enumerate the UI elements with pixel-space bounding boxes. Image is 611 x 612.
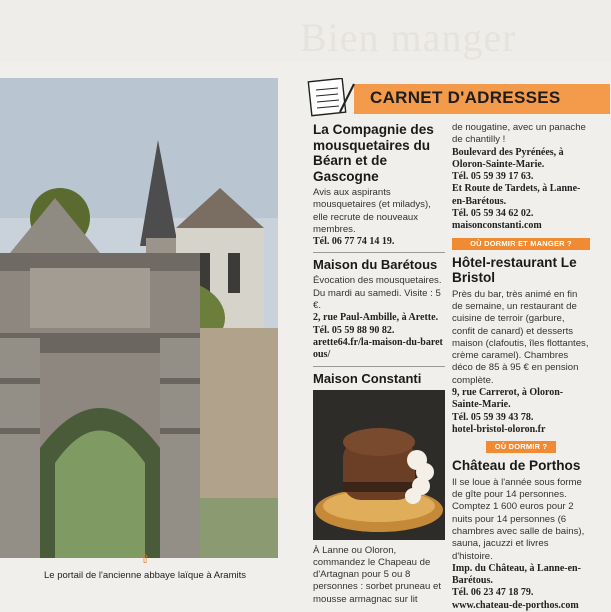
entry-address-chateau-porthos: Imp. du Château, à Lanne-en-Barétous.	[452, 562, 581, 587]
entry-tel-maison-baretous: Tél. 05 59 88 90 82.	[313, 324, 395, 336]
entry-web-maison-baretous[interactable]: arette64.fr/la-maison-du-baretous/	[313, 336, 443, 361]
photo-caption: Le portail de l'ancienne abbaye laïque à Aramits	[44, 570, 246, 581]
column-left	[313, 122, 445, 606]
section-header	[300, 78, 610, 118]
notepad-icon	[300, 78, 356, 118]
entry-title-maison-constanti: Maison Constanti	[313, 370, 422, 386]
constanti-address-1: Boulevard des Pyrénées, à Oloron-Sainte-Marie.	[452, 146, 564, 170]
constanti-tel-2: Tél. 05 59 34 62 02.	[452, 208, 534, 220]
entry-address-hotel-bristol: 9, rue Carrerot, à Oloron-Sainte-Marie.	[452, 387, 564, 411]
entry-title-chateau-porthos: Château de Porthos	[452, 458, 581, 474]
entry-body-chateau-porthos: Il se loue à l'année sous forme de gîte pour 14 personnes. Comptez 1 600 euros pour 2 nuits pour 14 personnes (6 chambres avec salle de bains), sauna, jacuzzi et livres d'histoire.	[452, 476, 585, 562]
header-title: CARNET D'ADRESSES	[370, 88, 561, 107]
entry-body-maison-baretous: Évocation des mousquetaires. Du mardi au samedi. Visite : 5 €.	[313, 275, 442, 312]
entry-body-compagnie: Avis aux aspirants mousquetaires (et miladys), elle recrute de nouveaux membres.	[313, 187, 431, 235]
category-tag-dormir: OÙ DORMIR ?	[486, 441, 556, 453]
chapeau-dartagnan-illustration	[313, 390, 445, 540]
entry-body-maison-constanti: À Lanne ou Oloron, commandez le Chapeau de d'Artagnan pour 5 ou 8 personnes : sorbet pruneau et mousse armagnac sur lit	[313, 544, 442, 605]
entry-title-maison-baretous: Maison du Barétous	[313, 257, 438, 273]
entry-body-constanti-continued: de nougatine, avec un panache de chantilly !	[452, 122, 586, 146]
entry-title-hotel-bristol: Hôtel-restaurant Le Bristol	[452, 254, 577, 286]
entry-tel-chateau-porthos: Tél. 06 23 47 18 79.	[452, 587, 534, 599]
entry-title-compagnie: La Compagnie des mousquetaires du Béarn et de Gascogne	[313, 122, 434, 184]
entry-body-hotel-bristol: Près du bar, très animé en fin de semaine, un restaurant de cuisine de terroir (garbure, confit de canard) et desserts maison (clafoutis, îles flottantes, crème caramel). Chambres déco de 85 à 95 € en pension complète.	[452, 288, 589, 386]
column-right	[452, 122, 590, 612]
constanti-tel-1: Tél. 05 59 39 17 63.	[452, 171, 534, 183]
top-strip	[0, 0, 611, 62]
divider	[313, 252, 445, 253]
entry-address-maison-baretous: 2, rue Paul-Ambille, à Arette.	[313, 312, 439, 324]
abbey-portal-illustration	[0, 78, 278, 558]
running-head: Bien manger	[300, 15, 517, 60]
entry-tel-hotel-bristol: Tél. 05 59 39 43 78.	[452, 411, 534, 423]
entry-web-chateau-porthos[interactable]: www.chateau-de-porthos.com	[452, 599, 579, 611]
category-tag-dormir-manger: OÙ DORMIR ET MANGER ?	[452, 238, 590, 250]
constanti-address-2: Et Route de Tardets, à Lanne-en-Barétous.	[452, 183, 581, 207]
caption-arrow-icon: ⇧	[140, 552, 151, 566]
entry-tel-compagnie: Tél. 06 77 74 14 19.	[313, 236, 395, 248]
divider	[313, 366, 445, 367]
entry-web-hotel-bristol[interactable]: hotel-bristol-oloron.fr	[452, 423, 546, 435]
constanti-website[interactable]: maisonconstanti.com	[452, 220, 542, 232]
abbey-portal-photo	[0, 78, 278, 558]
dessert-photo	[313, 390, 445, 540]
